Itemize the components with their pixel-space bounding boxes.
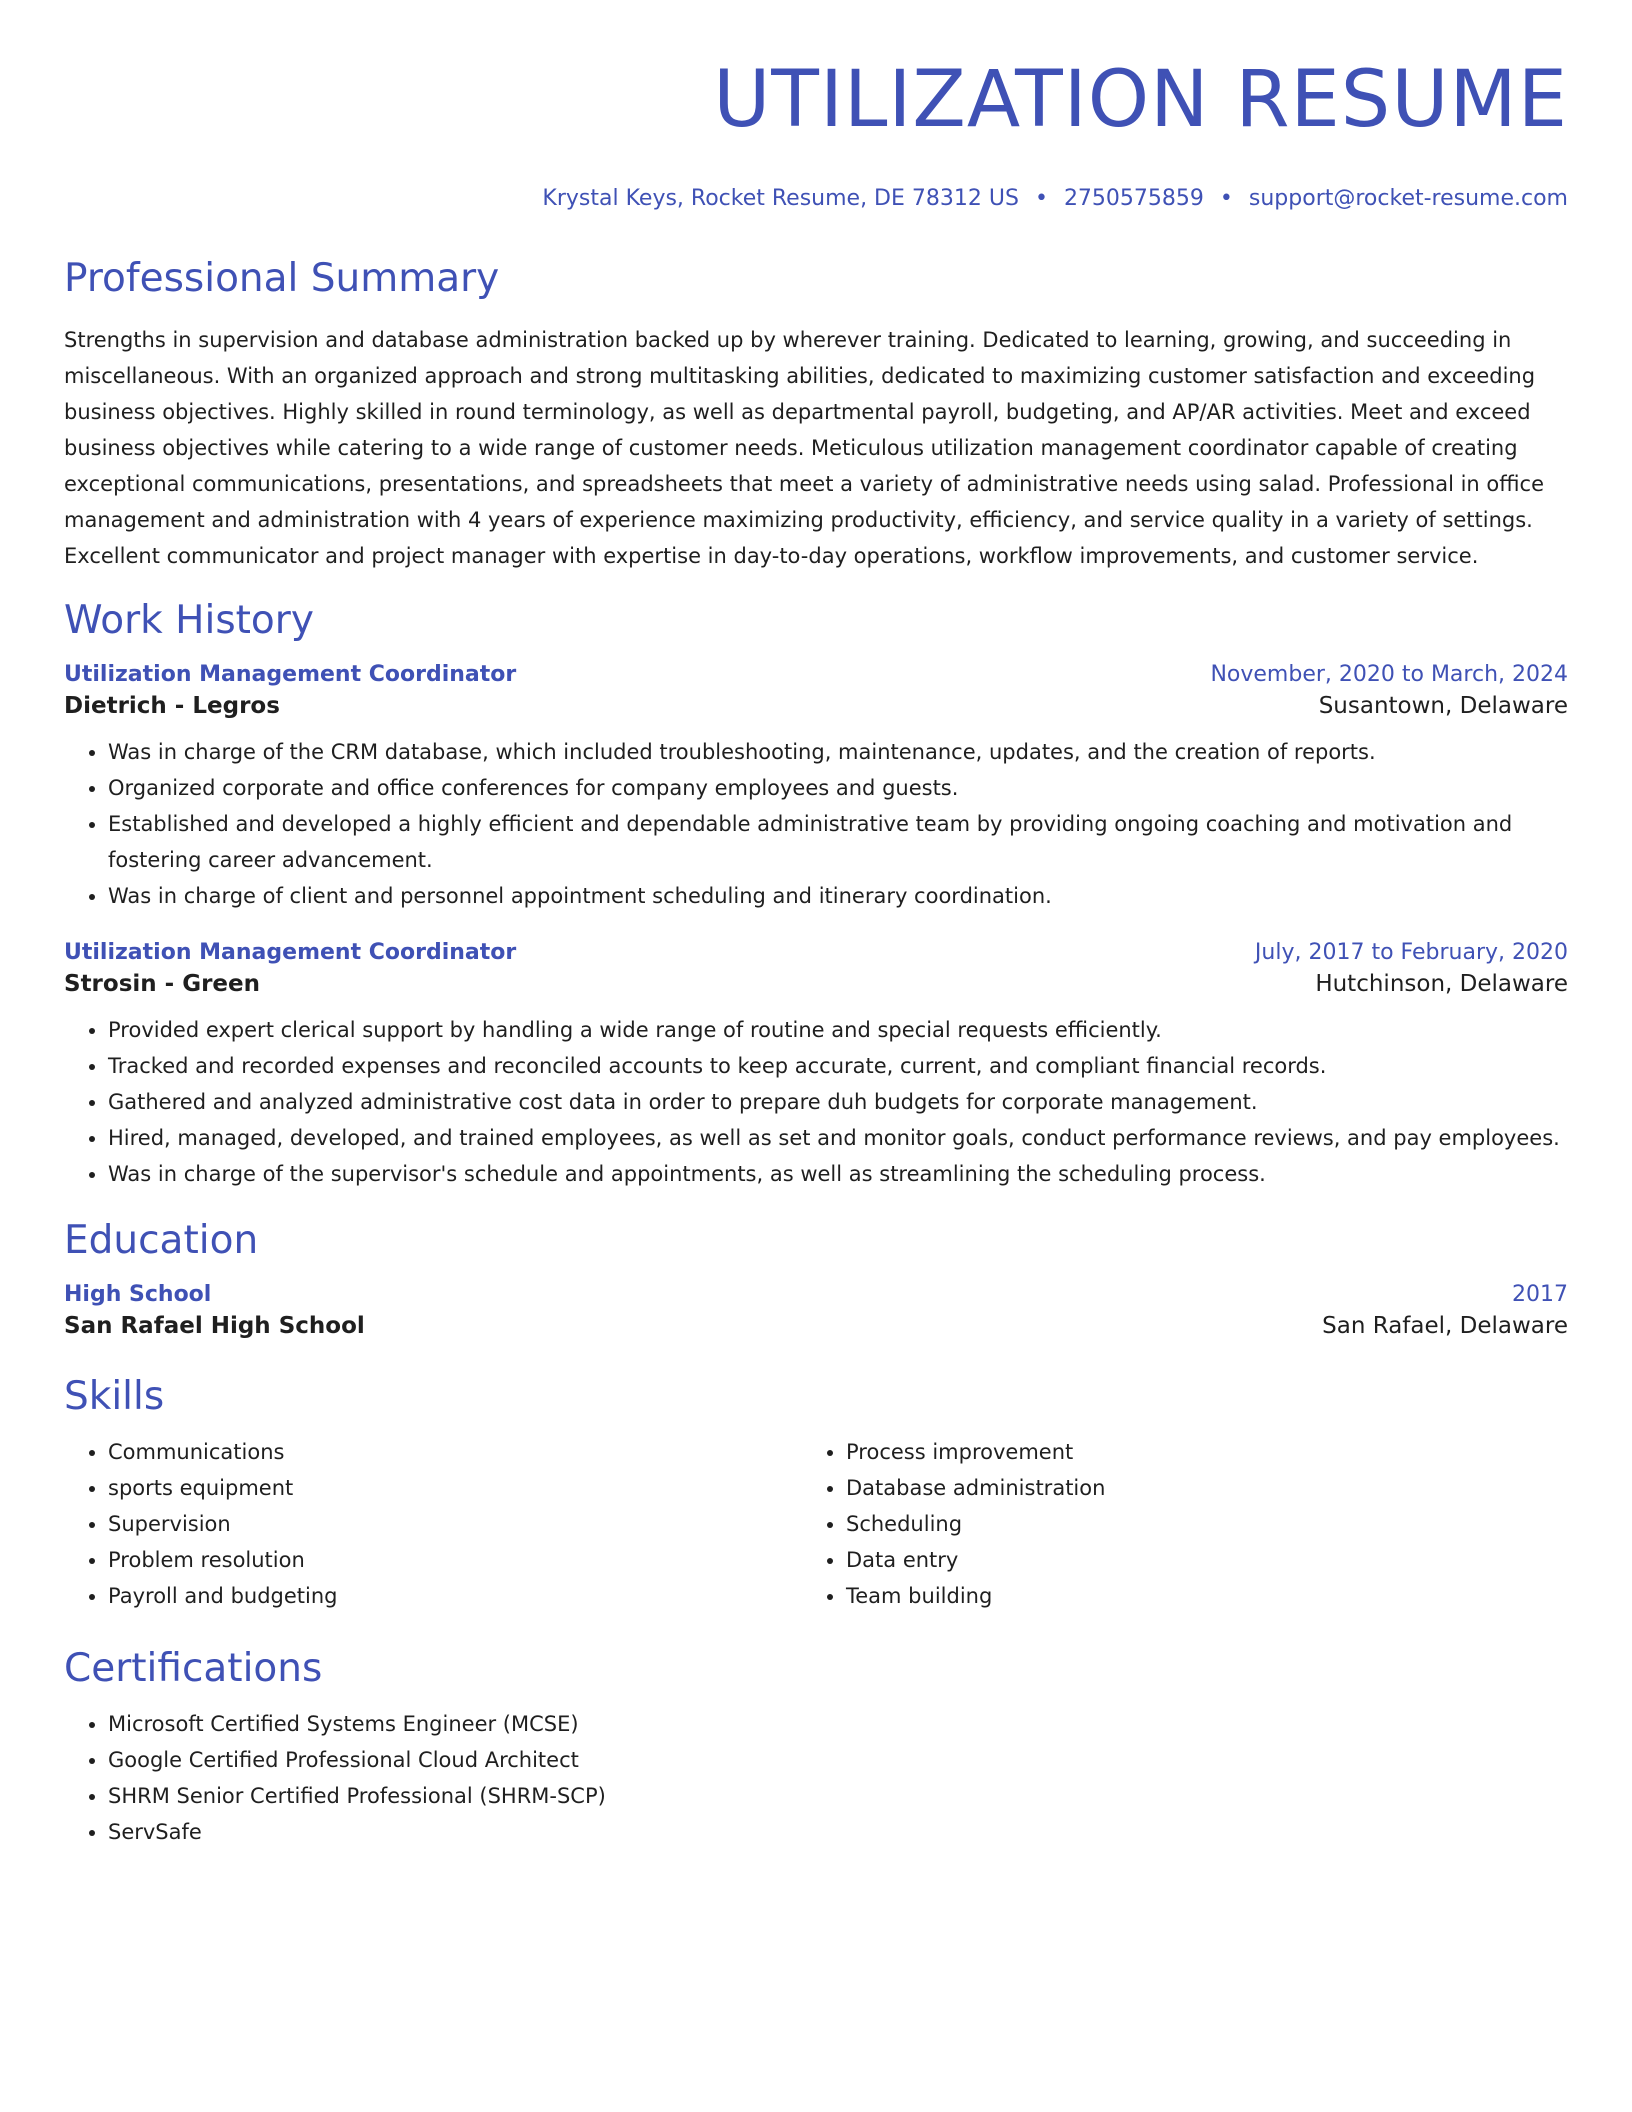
resume-title: UTILIZATION RESUME (713, 55, 1568, 145)
job-bullet: • Was in charge of client and personnel appointment scheduling and itinerary coordination. (108, 878, 1568, 914)
education-location: San Rafael, Delaware (1322, 1313, 1568, 1339)
contact-phone: 2750575859 (1063, 186, 1204, 211)
skills-grid (64, 1434, 1568, 1614)
summary-heading: Professional Summary (64, 256, 500, 301)
skill-item: • Supervision (108, 1506, 802, 1542)
skill-item: • Process improvement (846, 1434, 1540, 1470)
job-bullet: • Hired, managed, developed, and trained employees, as well as set and monitor goals, conduct performance reviews, and pay employees. (108, 1120, 1568, 1156)
job-bullet: • Gathered and analyzed administrative cost data in order to prepare duh budgets for corporate management. (108, 1084, 1568, 1120)
skills-heading: Skills (64, 1374, 165, 1419)
job-bullets (64, 734, 1568, 914)
contact-line (64, 184, 1568, 214)
job-bullet: • Was in charge of the CRM database, which included troubleshooting, maintenance, updates, and the creation of reports. (108, 734, 1568, 770)
certification-item: • ServSafe (108, 1814, 1568, 1850)
job-location: Susantown, Delaware (1318, 693, 1568, 719)
skill-item: • Problem resolution (108, 1542, 802, 1578)
job-employer: Dietrich - Legros (64, 693, 280, 719)
contact-address: Krystal Keys, Rocket Resume, DE 78312 US (542, 186, 1019, 211)
certifications-section (64, 1644, 1568, 1850)
job-bullet: • Was in charge of the supervisor's schedule and appointments, as well as streamlining the scheduling process. (108, 1156, 1568, 1192)
contact-separator: • (1219, 186, 1233, 211)
job-employer: Strosin - Green (64, 971, 261, 997)
skills-list (64, 1434, 802, 1614)
education-year: 2017 (1512, 1282, 1568, 1307)
job-bullet: • Provided expert clerical support by handling a wide range of routine and special requests efficiently. (108, 1012, 1568, 1048)
work-history-heading: Work History (64, 598, 314, 643)
contact-email: support@rocket-resume.com (1248, 186, 1568, 211)
education-header-row (64, 1280, 1568, 1310)
job-header-row (64, 660, 1568, 690)
job-entry (64, 938, 1568, 1192)
job-dates: July, 2017 to February, 2020 (1254, 940, 1568, 965)
job-employer-row (64, 690, 1568, 722)
job-location: Hutchinson, Delaware (1315, 971, 1568, 997)
education-heading: Education (64, 1218, 259, 1263)
job-bullet: • Organized corporate and office conferences for company employees and guests. (108, 770, 1568, 806)
summary-text: Strengths in supervision and database administration backed up by wherever training. Dedicated to learning, growing, and succeeding in miscellaneous. With an organized approach and strong multitasking abilities, dedicated to maximizing customer satisfaction and exceeding business objectives. Highly skilled in round terminology, as well as departmental payroll, budgeting, and AP/AR activities. Meet and exceed business objectives while catering to a wide range of customer needs. Meticulous utilization management coordinator capable of creating exceptional communications, presentations, and spreadsheets that meet a variety of administrative needs using salad. Professional in office management and administration with 4 years of experience maximizing productivity, efficiency, and service quality in a variety of settings. Excellent communicator and project manager with expertise in day-to-day operations, workflow improvements, and customer service. (64, 328, 1545, 568)
skill-item: • Team building (846, 1578, 1540, 1614)
skill-item: • sports equipment (108, 1470, 802, 1506)
skill-item: • Communications (108, 1434, 802, 1470)
skill-item: • Payroll and budgeting (108, 1578, 802, 1614)
skills-list (802, 1434, 1540, 1614)
education-school: San Rafael High School (64, 1313, 365, 1339)
certification-item: • Microsoft Certified Systems Engineer (MCSE) (108, 1706, 1568, 1742)
education-section (64, 1216, 1568, 1342)
education-degree: High School (64, 1282, 212, 1307)
summary-section (64, 254, 1568, 574)
job-entry (64, 660, 1568, 914)
job-header-row (64, 938, 1568, 968)
contact-separator: • (1034, 186, 1048, 211)
certification-item: • SHRM Senior Certified Professional (SHRM-SCP) (108, 1778, 1568, 1814)
job-title: Utilization Management Coordinator (64, 662, 517, 687)
skills-column-left (64, 1434, 802, 1614)
job-bullets (64, 1012, 1568, 1192)
certifications-list (64, 1706, 1568, 1850)
skill-item: • Scheduling (846, 1506, 1540, 1542)
skills-column-right (802, 1434, 1540, 1614)
resume-header (64, 48, 1568, 214)
certification-item: • Google Certified Professional Cloud Architect (108, 1742, 1568, 1778)
skills-section (64, 1372, 1568, 1614)
skill-item: • Database administration (846, 1470, 1540, 1506)
certifications-heading: Certifications (64, 1646, 323, 1691)
job-employer-row (64, 968, 1568, 1000)
job-bullet: • Tracked and recorded expenses and reconciled accounts to keep accurate, current, and compliant financial records. (108, 1048, 1568, 1084)
work-history-section (64, 596, 1568, 1192)
job-title: Utilization Management Coordinator (64, 940, 517, 965)
skill-item: • Data entry (846, 1542, 1540, 1578)
education-entry (64, 1280, 1568, 1342)
job-bullet: • Established and developed a highly efficient and dependable administrative team by providing ongoing coaching and motivation and fostering career advancement. (108, 806, 1568, 878)
education-school-row (64, 1310, 1568, 1342)
job-dates: November, 2020 to March, 2024 (1210, 662, 1568, 687)
